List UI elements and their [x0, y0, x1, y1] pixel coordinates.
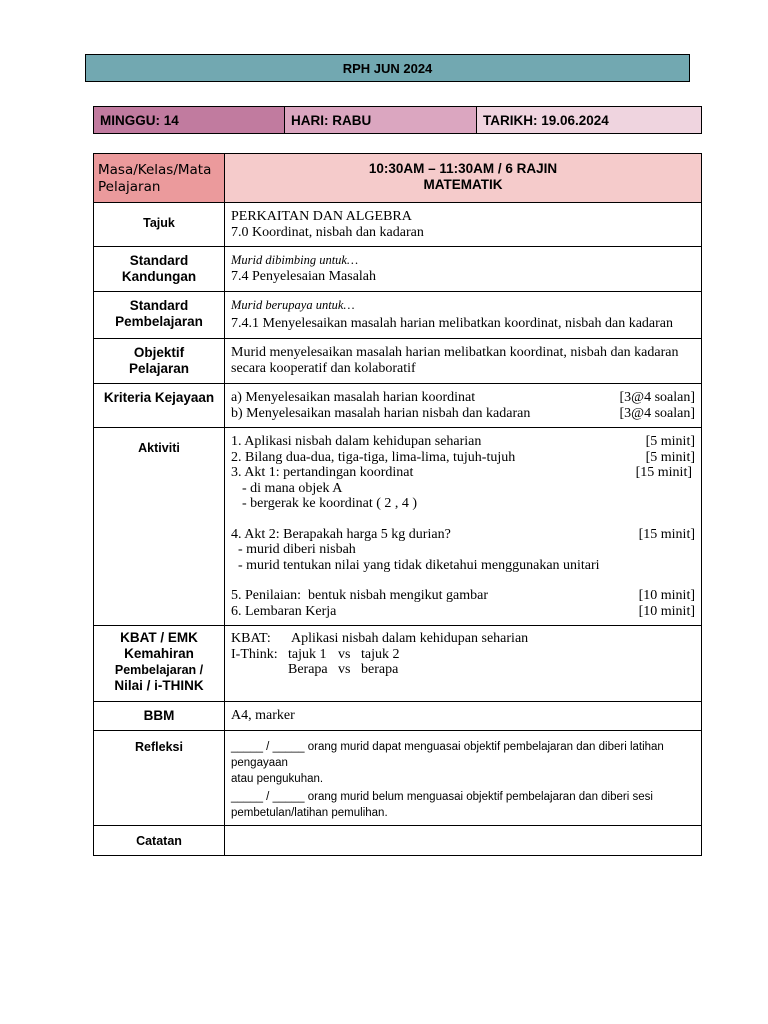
kriteria-item-text: a) Menyelesaikan masalah harian koordinat [231, 390, 476, 405]
aktiviti-time: [15 minit] [638, 526, 695, 542]
kbat-row [94, 626, 702, 702]
refleksi-line: atau pengukuhan. [231, 773, 324, 785]
hari-cell: HARI: RABU [285, 107, 477, 134]
aktiviti-time: [10 minit] [638, 603, 695, 619]
tajuk-line-1: PERKAITAN DAN ALGEBRA [231, 209, 412, 224]
aktiviti-text: 1. Aplikasi nisbah dalam kehidupan seharian [231, 434, 482, 449]
sk-label-line-1: Standard [129, 253, 189, 268]
objektif-line-2: secara kooperatif dan kolaboratif [231, 360, 416, 376]
aktiviti-time: [5 minit] [645, 449, 695, 465]
header-time-class: 10:30AM – 11:30AM / 6 RAJIN [368, 161, 558, 176]
refleksi-line: pembetulan/latihan pemulihan. [231, 807, 388, 819]
bbm-label: BBM [94, 702, 225, 731]
objektif-label-line-2: Pelajaran [128, 361, 190, 376]
ithink-vs: vs [338, 646, 351, 662]
objektif-label [94, 339, 225, 384]
aktiviti-label: Aktiviti [94, 428, 225, 626]
ithink-item: tajuk 1 [288, 646, 327, 662]
refleksi-line: _____ / _____ orang murid belum menguasai objektif pembelajaran dan diberi sesi [231, 791, 653, 803]
standard-kandungan-value [225, 247, 702, 292]
aktiviti-text: 3. Akt 1: pertandingan koordinat [231, 465, 414, 480]
aktiviti-line [231, 434, 695, 450]
standard-pembelajaran-value [225, 292, 702, 339]
refleksi-label: Refleksi [94, 731, 225, 826]
standard-kandungan-label [94, 247, 225, 292]
ithink-key: I-Think: [231, 646, 278, 662]
ithink-item: Berapa [288, 662, 328, 677]
aktiviti-line [231, 465, 695, 481]
kbat-label-line-4: Nilai / i-THINK [114, 678, 204, 693]
tajuk-label: Tajuk [94, 203, 225, 247]
kriteria-item [231, 406, 695, 422]
lesson-plan-table [93, 153, 702, 856]
ithink-item: tajuk 2 [361, 646, 400, 662]
kriteria-item-note: [3@4 soalan] [619, 390, 695, 405]
aktiviti-line [231, 588, 695, 604]
header-label: Masa/Kelas/Mata Pelajaran [94, 154, 225, 203]
ithink-item: berapa [361, 662, 399, 677]
aktiviti-row [94, 428, 702, 626]
header-subject: MATEMATIK [423, 177, 503, 192]
tarikh-cell: TARIKH: 19.06.2024 [477, 107, 702, 134]
kbat-line [231, 631, 695, 647]
ithink-vs: vs [338, 662, 351, 677]
page-title: RPH JUN 2024 [85, 54, 690, 82]
standard-pembelajaran-row [94, 292, 702, 339]
sk-label-line-2: Kandungan [121, 269, 197, 284]
objektif-line-1: Murid menyelesaikan masalah harian melibatkan koordinat, nisbah dan kadaran [231, 345, 679, 360]
catatan-row [94, 826, 702, 856]
standard-pembelajaran-label [94, 292, 225, 339]
aktiviti-value [225, 428, 702, 626]
sp-text: 7.4.1 Menyelesaikan masalah harian melibatkan koordinat, nisbah dan kadaran [231, 315, 674, 331]
minggu-cell: MINGGU: 14 [94, 107, 285, 134]
kriteria-label: Kriteria Kejayaan [94, 384, 225, 428]
refleksi-row [94, 731, 702, 826]
kriteria-item [231, 390, 695, 406]
spacer [231, 573, 695, 588]
tajuk-row [94, 203, 702, 247]
objektif-value [225, 339, 702, 384]
kbat-label-line-3: Pembelajaran / [114, 663, 204, 677]
kbat-label [94, 626, 225, 702]
aktiviti-subline: - di mana objek A [242, 480, 343, 496]
spacer [231, 512, 695, 527]
kbat-label-line-2: Kemahiran [124, 646, 194, 661]
bbm-value: A4, marker [225, 702, 702, 731]
kriteria-row [94, 384, 702, 428]
tajuk-line-2: 7.0 Koordinat, nisbah dan kadaran [231, 224, 424, 240]
sp-label-line-1: Standard [129, 298, 189, 313]
aktiviti-line [231, 604, 695, 620]
kbat-key: KBAT: [231, 631, 271, 646]
refleksi-line: _____ / _____ orang murid dapat menguasai objektif pembelajaran dan diberi latihan pengayaan [231, 741, 664, 769]
objektif-label-line-1: Objektif [133, 345, 185, 360]
catatan-value [225, 826, 702, 856]
info-table [93, 106, 702, 134]
kriteria-item-note: [3@4 soalan] [619, 405, 695, 421]
aktiviti-text: 5. Penilaian: bentuk nisbah mengikut gambar [231, 588, 489, 603]
header-row [94, 154, 702, 203]
kbat-value [225, 626, 702, 702]
sk-intro: Murid dibimbing untuk… [231, 253, 359, 267]
aktiviti-text: 4. Akt 2: Berapakah harga 5 kg durian? [231, 526, 451, 542]
tajuk-value [225, 203, 702, 247]
refleksi-value [225, 731, 702, 826]
kbat-text: Aplikasi nisbah dalam kehidupan seharian [291, 631, 529, 646]
aktiviti-time: [5 minit] [645, 434, 695, 449]
bbm-row [94, 702, 702, 731]
catatan-label: Catatan [94, 826, 225, 856]
aktiviti-time: [10 minit] [638, 588, 695, 603]
header-value [225, 154, 702, 203]
aktiviti-line [231, 527, 695, 543]
aktiviti-time: [15 minit] [635, 465, 692, 480]
objektif-row [94, 339, 702, 384]
aktiviti-text: 6. Lembaran Kerja [231, 603, 337, 619]
kriteria-item-text: b) Menyelesaikan masalah harian nisbah dan kadaran [231, 405, 531, 421]
ithink-line [231, 662, 695, 678]
aktiviti-text: 2. Bilang dua-dua, tiga-tiga, lima-lima, tujuh-tujuh [231, 449, 516, 465]
kbat-label-line-1: KBAT / EMK [120, 630, 198, 645]
sp-label-line-2: Pembelajaran [115, 314, 203, 329]
kriteria-value [225, 384, 702, 428]
aktiviti-subline: - murid diberi nisbah [238, 542, 356, 557]
sk-text: 7.4 Penyelesaian Masalah [231, 268, 377, 284]
sp-intro: Murid berupaya untuk… [231, 298, 355, 312]
aktiviti-subline: - murid tentukan nilai yang tidak diketahui menggunakan unitari [238, 557, 600, 573]
aktiviti-line [231, 450, 695, 466]
ithink-line [231, 647, 695, 663]
standard-kandungan-row [94, 247, 702, 292]
aktiviti-subline: - bergerak ke koordinat ( 2 , 4 ) [242, 496, 418, 511]
